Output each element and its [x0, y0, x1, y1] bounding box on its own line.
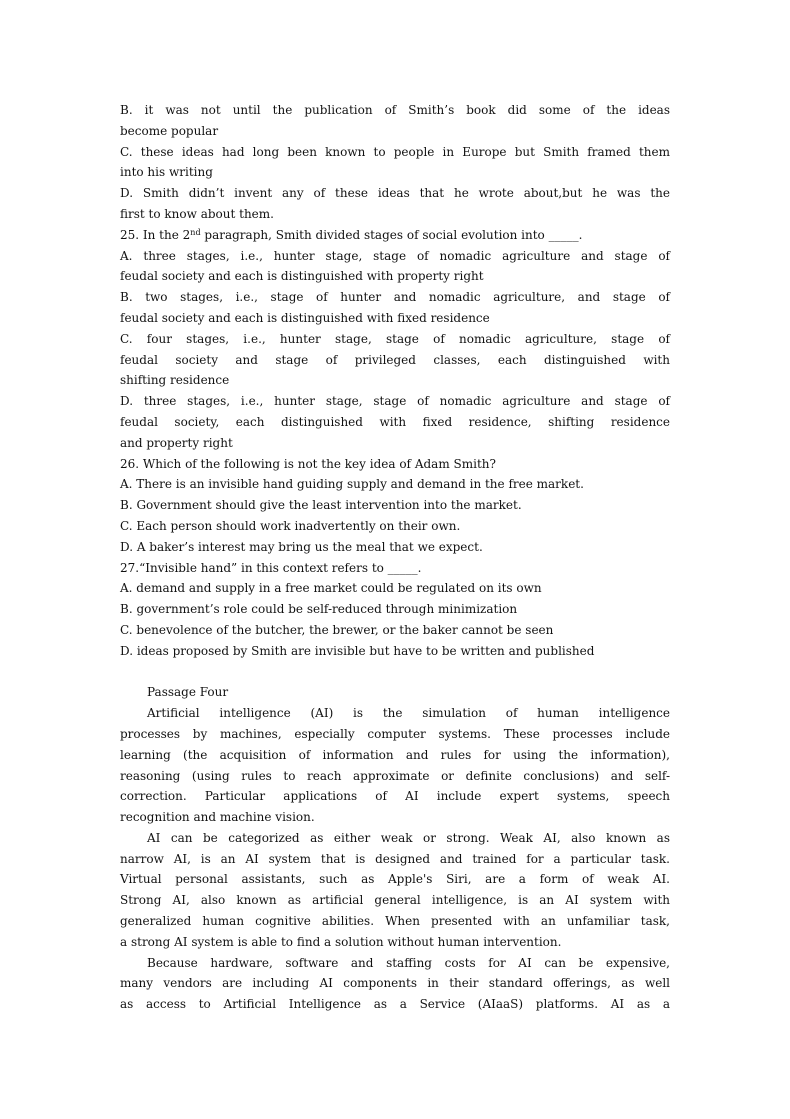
passage-paragraph-1: [120, 703, 670, 828]
q25-stem-post: paragraph, Smith divided stages of social evolution into _____.: [200, 227, 583, 242]
q25-stem-sup: nd: [190, 227, 201, 237]
paragraph-line: Because hardware, software and staffing costs for AI can be expensive,: [147, 955, 670, 970]
q25-option-b-line2: feudal society and each is distinguished with fixed residence: [120, 310, 490, 325]
passage-paragraph-2: [120, 828, 670, 953]
passage-title: Passage Four: [147, 685, 229, 700]
paragraph-line: recognition and machine vision.: [120, 810, 315, 825]
paragraph-line: as access to Artificial Intelligence as a Service (AIaaS) platforms. AI as a: [120, 997, 670, 1012]
q27-option-a: A. demand and supply in a free market could be regulated on its own: [120, 581, 542, 596]
document-page: [120, 100, 670, 1015]
q26-stem: 26. Which of the following is not the key idea of Adam Smith?: [120, 456, 496, 471]
q26-option-d: D. A baker’s interest may bring us the meal that we expect.: [120, 539, 483, 554]
q27-option-d: D. ideas proposed by Smith are invisible but have to be written and published: [120, 643, 595, 658]
q26-option-c: C. Each person should work inadvertently on their own.: [120, 518, 461, 533]
q26-option-a: A. There is an invisible hand guiding supply and demand in the free market.: [120, 477, 584, 492]
paragraph-line: Strong AI, also known as artificial general intelligence, is an AI system with: [120, 893, 670, 908]
q24-option-d-line2: first to know about them.: [120, 206, 274, 221]
q25-option-c-line3: shifting residence: [120, 373, 230, 388]
q25-stem-pre: 25. In the 2: [120, 227, 191, 242]
q25-option-c-line2: feudal society and stage of privileged classes, each distinguished with: [120, 352, 670, 367]
q24-option-d-line1: D. Smith didn’t invent any of these ideas that he wrote about,but he was the: [120, 186, 670, 201]
q24-option-b-line1: B. it was not until the publication of Smith’s book did some of the ideas: [120, 103, 670, 117]
q27-option-b: B. government’s role could be self-reduced through minimization: [120, 602, 518, 617]
q25-option-a-line2: feudal society and each is distinguished with property right: [120, 269, 484, 284]
q24-option-c-line1: C. these ideas had long been known to people in Europe but Smith framed them: [120, 144, 670, 159]
q25-option-d-line2: feudal society, each distinguished with fixed residence, shifting residence: [120, 414, 670, 429]
q25-stem: [120, 225, 670, 246]
q25-option-b-line1: B. two stages, i.e., stage of hunter and nomadic agriculture, and stage of: [120, 290, 670, 305]
q27-stem: 27.“Invisible hand” in this context refers to _____.: [120, 560, 422, 575]
q26-option-b: B. Government should give the least intervention into the market.: [120, 498, 522, 513]
paragraph-line: Virtual personal assistants, such as Apple's Siri, are a form of weak AI.: [120, 872, 670, 887]
q25-option-c-line1: C. four stages, i.e., hunter stage, stage of nomadic agriculture, stage of: [120, 331, 670, 346]
q25-option-d-line1: D. three stages, i.e., hunter stage, stage of nomadic agriculture and stage of: [120, 394, 670, 409]
paragraph-line: narrow AI, is an AI system that is designed and trained for a particular task.: [120, 851, 670, 866]
paragraph-line: processes by machines, especially computer systems. These processes include: [120, 726, 670, 741]
paragraph-line: correction. Particular applications of AI include expert systems, speech: [120, 789, 670, 804]
q24-option-c-line2: into his writing: [120, 165, 213, 180]
section-spacer: [120, 662, 670, 683]
q24-option-b-line2: become popular: [120, 123, 219, 138]
q25-option-a-line1: A. three stages, i.e., hunter stage, stage of nomadic agriculture and stage of: [120, 248, 670, 263]
paragraph-line: a strong AI system is able to find a solution without human intervention.: [120, 934, 562, 949]
paragraph-line: generalized human cognitive abilities. When presented with an unfamiliar task,: [120, 914, 670, 929]
passage-paragraph-3: [120, 953, 670, 1015]
q27-option-c: C. benevolence of the butcher, the brewer, or the baker cannot be seen: [120, 622, 554, 637]
paragraph-line: Artificial intelligence (AI) is the simulation of human intelligence: [147, 706, 670, 721]
q25-option-d-line3: and property right: [120, 435, 233, 450]
paragraph-line: reasoning (using rules to reach approximate or definite conclusions) and self-: [120, 768, 670, 783]
paragraph-line: learning (the acquisition of information and rules for using the information),: [120, 747, 670, 762]
paragraph-line: many vendors are including AI components in their standard offerings, as well: [120, 976, 670, 991]
paragraph-line: AI can be categorized as either weak or strong. Weak AI, also known as: [147, 830, 670, 845]
